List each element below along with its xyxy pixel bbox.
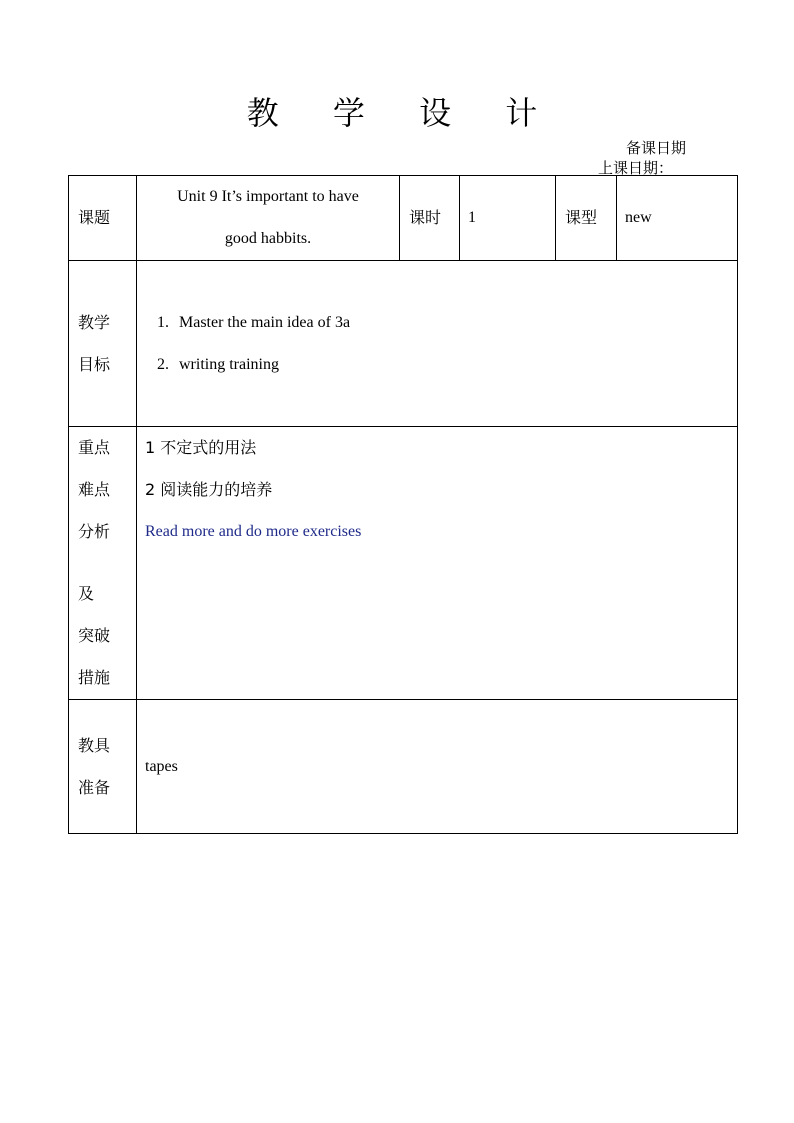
- type-value: new: [617, 176, 738, 261]
- key-point-line: 2 阅读能力的培养: [145, 480, 273, 499]
- key-points-label-line: 分析: [78, 522, 111, 541]
- objectives-list: [137, 302, 737, 386]
- key-points-label-line: 重点: [78, 438, 111, 457]
- topic-row: [69, 176, 738, 261]
- topic-value-cell: [137, 176, 400, 261]
- materials-label: [69, 700, 137, 834]
- period-value: 1: [460, 176, 556, 261]
- objectives-content: [137, 261, 738, 427]
- key-point-line: 1 不定式的用法: [145, 438, 257, 457]
- objectives-label-line1: 教学: [78, 313, 111, 332]
- key-points-row: [69, 427, 738, 700]
- key-points-label: [69, 427, 137, 700]
- class-date-label: 上课日期：: [598, 159, 674, 177]
- objectives-label-line2: 目标: [78, 355, 111, 374]
- type-label: 课型: [556, 176, 617, 261]
- key-points-label-line: 及: [78, 584, 95, 603]
- topic-value-line2: good habbits.: [224, 230, 312, 247]
- lesson-plan-table: [68, 175, 738, 834]
- page-title: 教 学 设 计: [246, 94, 560, 132]
- objective-item: 1. Master the main idea of 3a: [173, 302, 737, 344]
- key-point-line: Read more and do more exercises: [145, 523, 362, 540]
- objectives-row: [69, 261, 738, 427]
- materials-label-line1: 教具: [78, 736, 111, 755]
- topic-label: 课题: [69, 176, 137, 261]
- key-points-content: [137, 427, 738, 700]
- topic-value-line1: Unit 9 It’s important to have: [177, 188, 359, 205]
- objective-item: 2. writing training: [173, 344, 737, 386]
- materials-value: tapes: [137, 700, 738, 834]
- materials-row: [69, 700, 738, 834]
- key-points-label-line: 措施: [78, 668, 111, 687]
- period-label: 课时: [400, 176, 460, 261]
- materials-label-line2: 准备: [78, 778, 111, 797]
- objectives-label: [69, 261, 137, 427]
- key-points-label-line: 难点: [78, 480, 111, 499]
- key-points-label-line: 突破: [78, 626, 111, 645]
- prep-date-label: 备课日期: [626, 139, 687, 157]
